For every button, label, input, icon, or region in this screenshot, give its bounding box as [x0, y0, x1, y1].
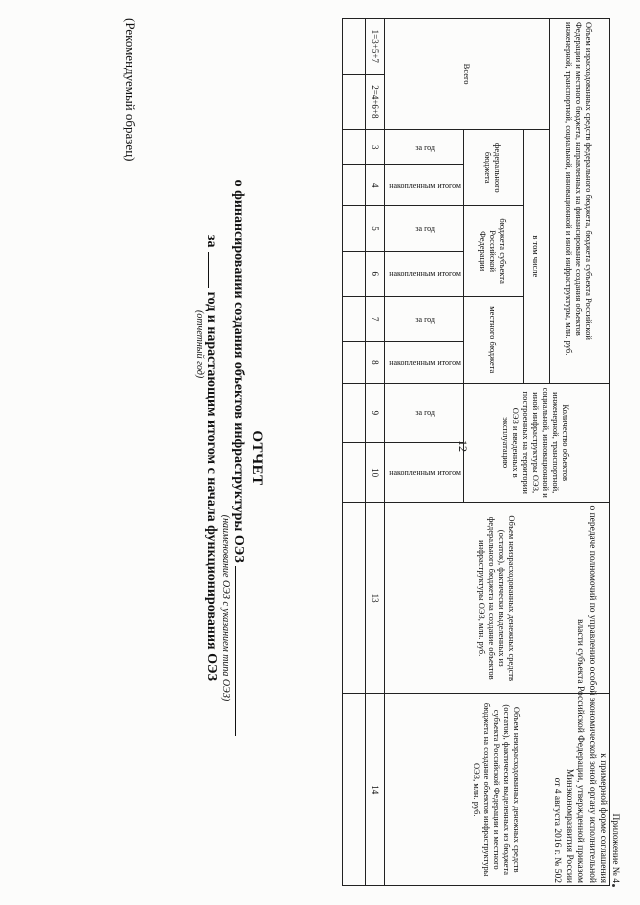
title-line-1: ОТЧЕТ [249, 430, 265, 486]
header-year: за год [385, 296, 464, 341]
title-hint-oez: (наименование ОЭЗ с указанием типа ОЭЗ) [220, 514, 231, 702]
report-table [342, 18, 610, 886]
col-number: 1=3+5+7 [366, 19, 385, 75]
appendix-line: от 4 августа 2016 г. № 502 [552, 777, 563, 883]
header-regional-unused: Объем неизрасходованных денежных средств (остаток), фактически выделенных из бюджета субъекта Российской Федерации и местного бюджета на создание объектов инфраструктуры ОЭЗ, млн. руб. [385, 694, 610, 886]
col-number: 7 [366, 296, 385, 341]
header-main: Объем израсходованных средств федерального бюджета, бюджета субъекта Российской Федерации и местного бюджета, направленных на финансирование создания объектов инженерной, транспортной, социальной, инновационной и иной инфраструктуры, млн. руб. [549, 19, 609, 384]
col-number: 10 [366, 443, 385, 503]
header-federal: федерального бюджета [463, 130, 523, 206]
col-number: 8 [366, 342, 385, 383]
recommended-label: (Рекомендуемый образец) [123, 18, 138, 162]
title-line-2: о финансировании создания объектов инфраструктуры ОЭЗ [230, 18, 246, 898]
header-federal-unused: Объем неизрасходованных денежных средств (остаток), фактически выделенных из федерального бюджета на создание объектов инфраструктуры ОЭЗ, млн. руб. [385, 502, 610, 694]
col-number: 14 [366, 694, 385, 886]
header-cumulative: накопленным итогом [385, 251, 464, 296]
header-cumulative: накопленным итогом [385, 443, 464, 503]
appendix-line: Минэкономразвития России [564, 768, 574, 883]
col-number: 9 [366, 383, 385, 443]
header-count: Количество объектов инженерной, транспортной, социальной, инновационной и иной инфраструктуры ОЭЗ, построенных на территории ОЭЗ и введенных в эксплуатацию [463, 383, 609, 502]
header-year: за год [385, 383, 464, 443]
header-cumulative: накопленным итогом [385, 342, 464, 383]
header-subject: бюджета субъекта Российской Федерации [463, 206, 523, 297]
title-line-3: загод и нарастающим итогом с начала функционирования ОЭЗ [204, 234, 219, 682]
scan-speck [612, 884, 615, 887]
appendix-line: к примерной форме соглашения [598, 753, 609, 883]
header-total: Всего [385, 19, 550, 130]
appendix-line: власти субъекта Российской Федерации, утвержденной приказом [575, 619, 586, 883]
header-cumulative: накопленным итогом [385, 165, 464, 206]
report-title [194, 18, 265, 898]
col-number: 2=4+6+8 [366, 74, 385, 130]
header-local: местного бюджета [463, 296, 523, 383]
header-year: за год [385, 130, 464, 165]
title-hint-year: (отчетный год) [194, 310, 205, 379]
header-year: за год [385, 206, 464, 251]
table-row-empty [343, 19, 366, 886]
col-number: 5 [366, 206, 385, 251]
col-number: 6 [366, 251, 385, 296]
header-including: в том числе [524, 130, 550, 383]
appendix-line: о передаче полномочий по управлению особой экономической зоной органу исполнительной [587, 505, 597, 883]
col-number: 4 [366, 165, 385, 206]
col-number: 3 [366, 130, 385, 165]
appendix-line: Приложение № 4 [610, 813, 620, 883]
col-number: 13 [366, 502, 385, 694]
page-number: 12 [456, 440, 470, 452]
